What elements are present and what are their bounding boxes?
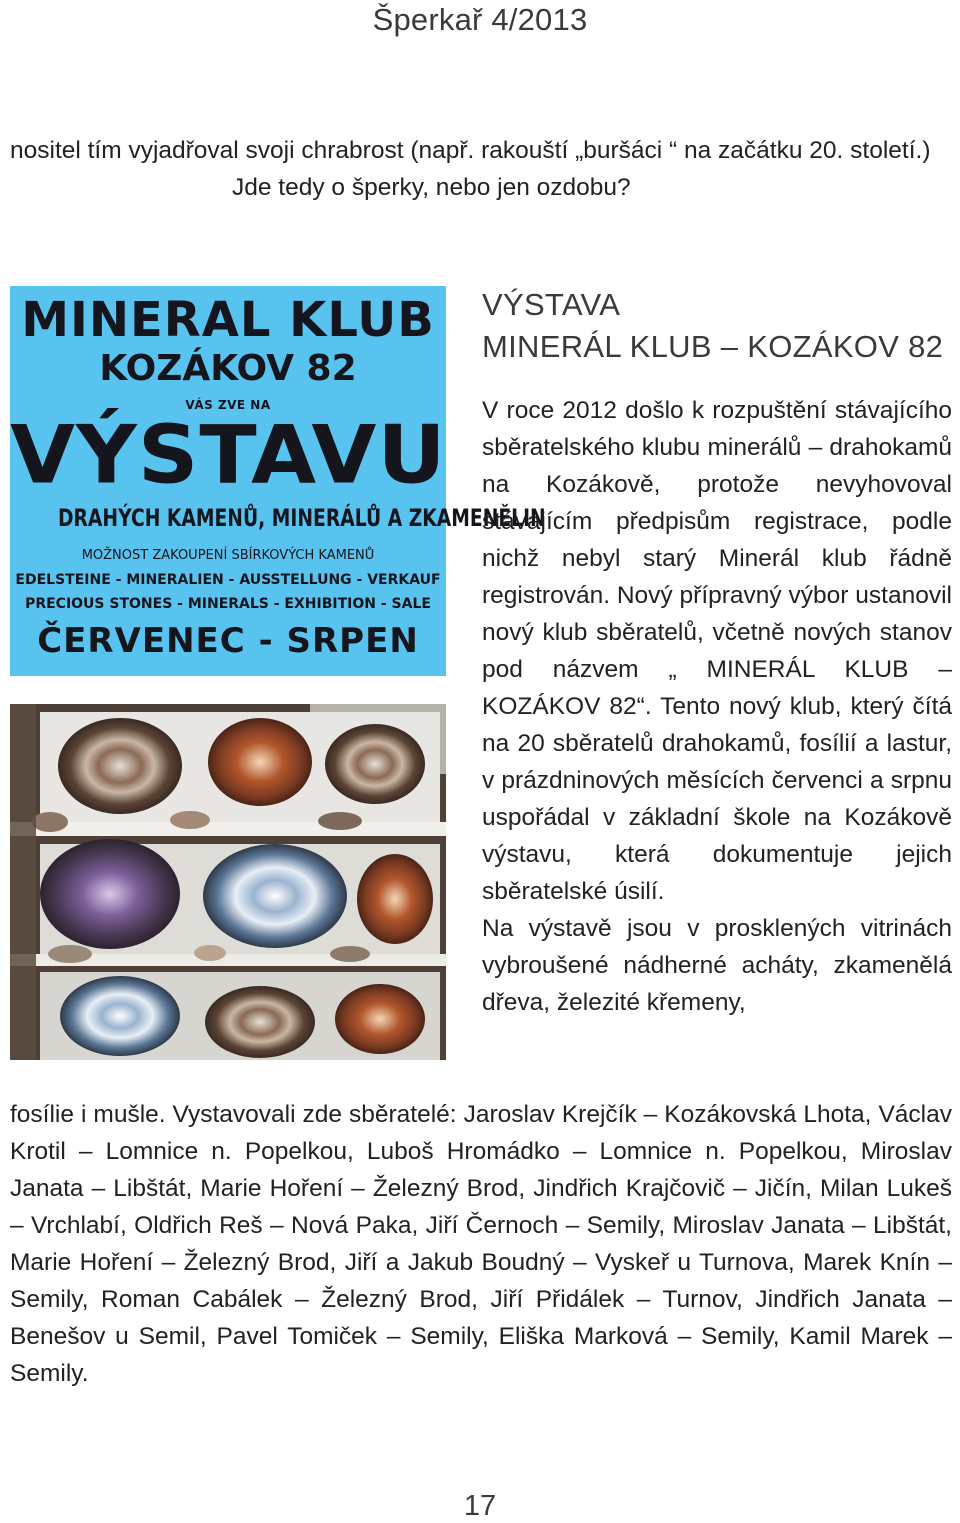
poster-line-1: MINERAL KLUB: [21, 292, 435, 348]
article-full-width-text: [10, 1096, 952, 1392]
exhibition-poster: [10, 286, 546, 676]
agate-showcase-illustration: [10, 704, 446, 1060]
poster-line-8: PRECIOUS STONES - MINERALS - EXHIBITION - SALE: [25, 596, 431, 612]
article-paragraph-1: V roce 2012 došlo k rozpuštění stávajícího sběratelského klubu minerálů – drahokamů na Kozákově, protože nevyhovoval stávajícím předpisům registrace, podle nichž nebyl starý Minerál klub řádně registrován. Nový přípravný výbor ustanovil nový klub sběratelů, včetně nových stanov pod názvem „ MINERÁL KLUB – KOZÁKOV 82“. Tento nový klub, který čítá na 20 sběratelů drahokamů, fosílií a lastur, v prázdninových měsících červenci a srpnu uspořádal v základní škole na Kozákově výstavu, která dokumentuje jejich sběratelské úsilí.: [482, 397, 952, 905]
display-cabinet-photo: [10, 704, 446, 1060]
poster-line-6: MOŽNOST ZAKOUPENÍ SBÍRKOVÝCH KAMENŮ: [81, 548, 375, 563]
intro-text: [10, 132, 950, 206]
article-paragraph-2-start: Na výstavě jsou v prosklených vitrinách vybroušené nádherné acháty, zkamenělá dřeva, železité křemeny,: [482, 915, 952, 1016]
poster-line-4: VÝSTAVU: [10, 408, 447, 502]
article-paragraph-2-rest: fosílie i mušle. Vystavovali zde sběratelé: Jaroslav Krejčík – Kozákovská Lhota, Václav Krotil – Lomnice n. Popelkou, Luboš Hromádko – Lomnice n. Popelkou, Miroslav Janata – Libštát, Marie Hoření – Železný Brod, Jindřich Krajčovič – Jičín, Milan Lukeš – Vrchlabí, Oldřich Reš – Nová Paka, Jiří Černoch – Semily, Miroslav Janata – Libštát, Marie Hoření – Železný Brod, Jiří a Jakub Boudný – Vyskeř u Turnova, Marek Knín – Semily, Roman Cabálek – Železný Brod, Jiří Přidálek – Turnov, Jindřich Janata – Benešov u Semil, Pavel Tomiček – Semily, Eliška Marková – Semily, Kamil Marek – Semily.: [10, 1101, 952, 1387]
poster-line-5: DRAHÝCH KAMENŮ, MINERÁLŮ A ZKAMENĚLIN: [57, 504, 546, 532]
article-title-line-1: VÝSTAVA: [482, 287, 621, 322]
article-title: [482, 284, 952, 368]
intro-paragraph: nositel tím vyjadřoval svoji chrabrost (např. rakouští „buršáci “ na začátku 20. století.): [10, 137, 931, 164]
poster-line-3: VÁS ZVE NA: [185, 398, 271, 412]
poster-line-2: KOZÁKOV 82: [99, 348, 357, 389]
poster-line-9: ČERVENEC - SRPEN: [37, 621, 419, 661]
running-header: Šperkař 4/2013: [372, 2, 588, 37]
poster-line-7: EDELSTEINE - MINERALIEN - AUSSTELLUNG - VERKAUF: [15, 572, 441, 588]
article-column-text: [482, 392, 952, 1021]
page-number: 17: [463, 1490, 497, 1522]
intro-question: Jde tedy o šperky, nebo jen ozdobu?: [232, 174, 631, 201]
article-title-line-2: MINERÁL KLUB – KOZÁKOV 82: [482, 329, 944, 364]
